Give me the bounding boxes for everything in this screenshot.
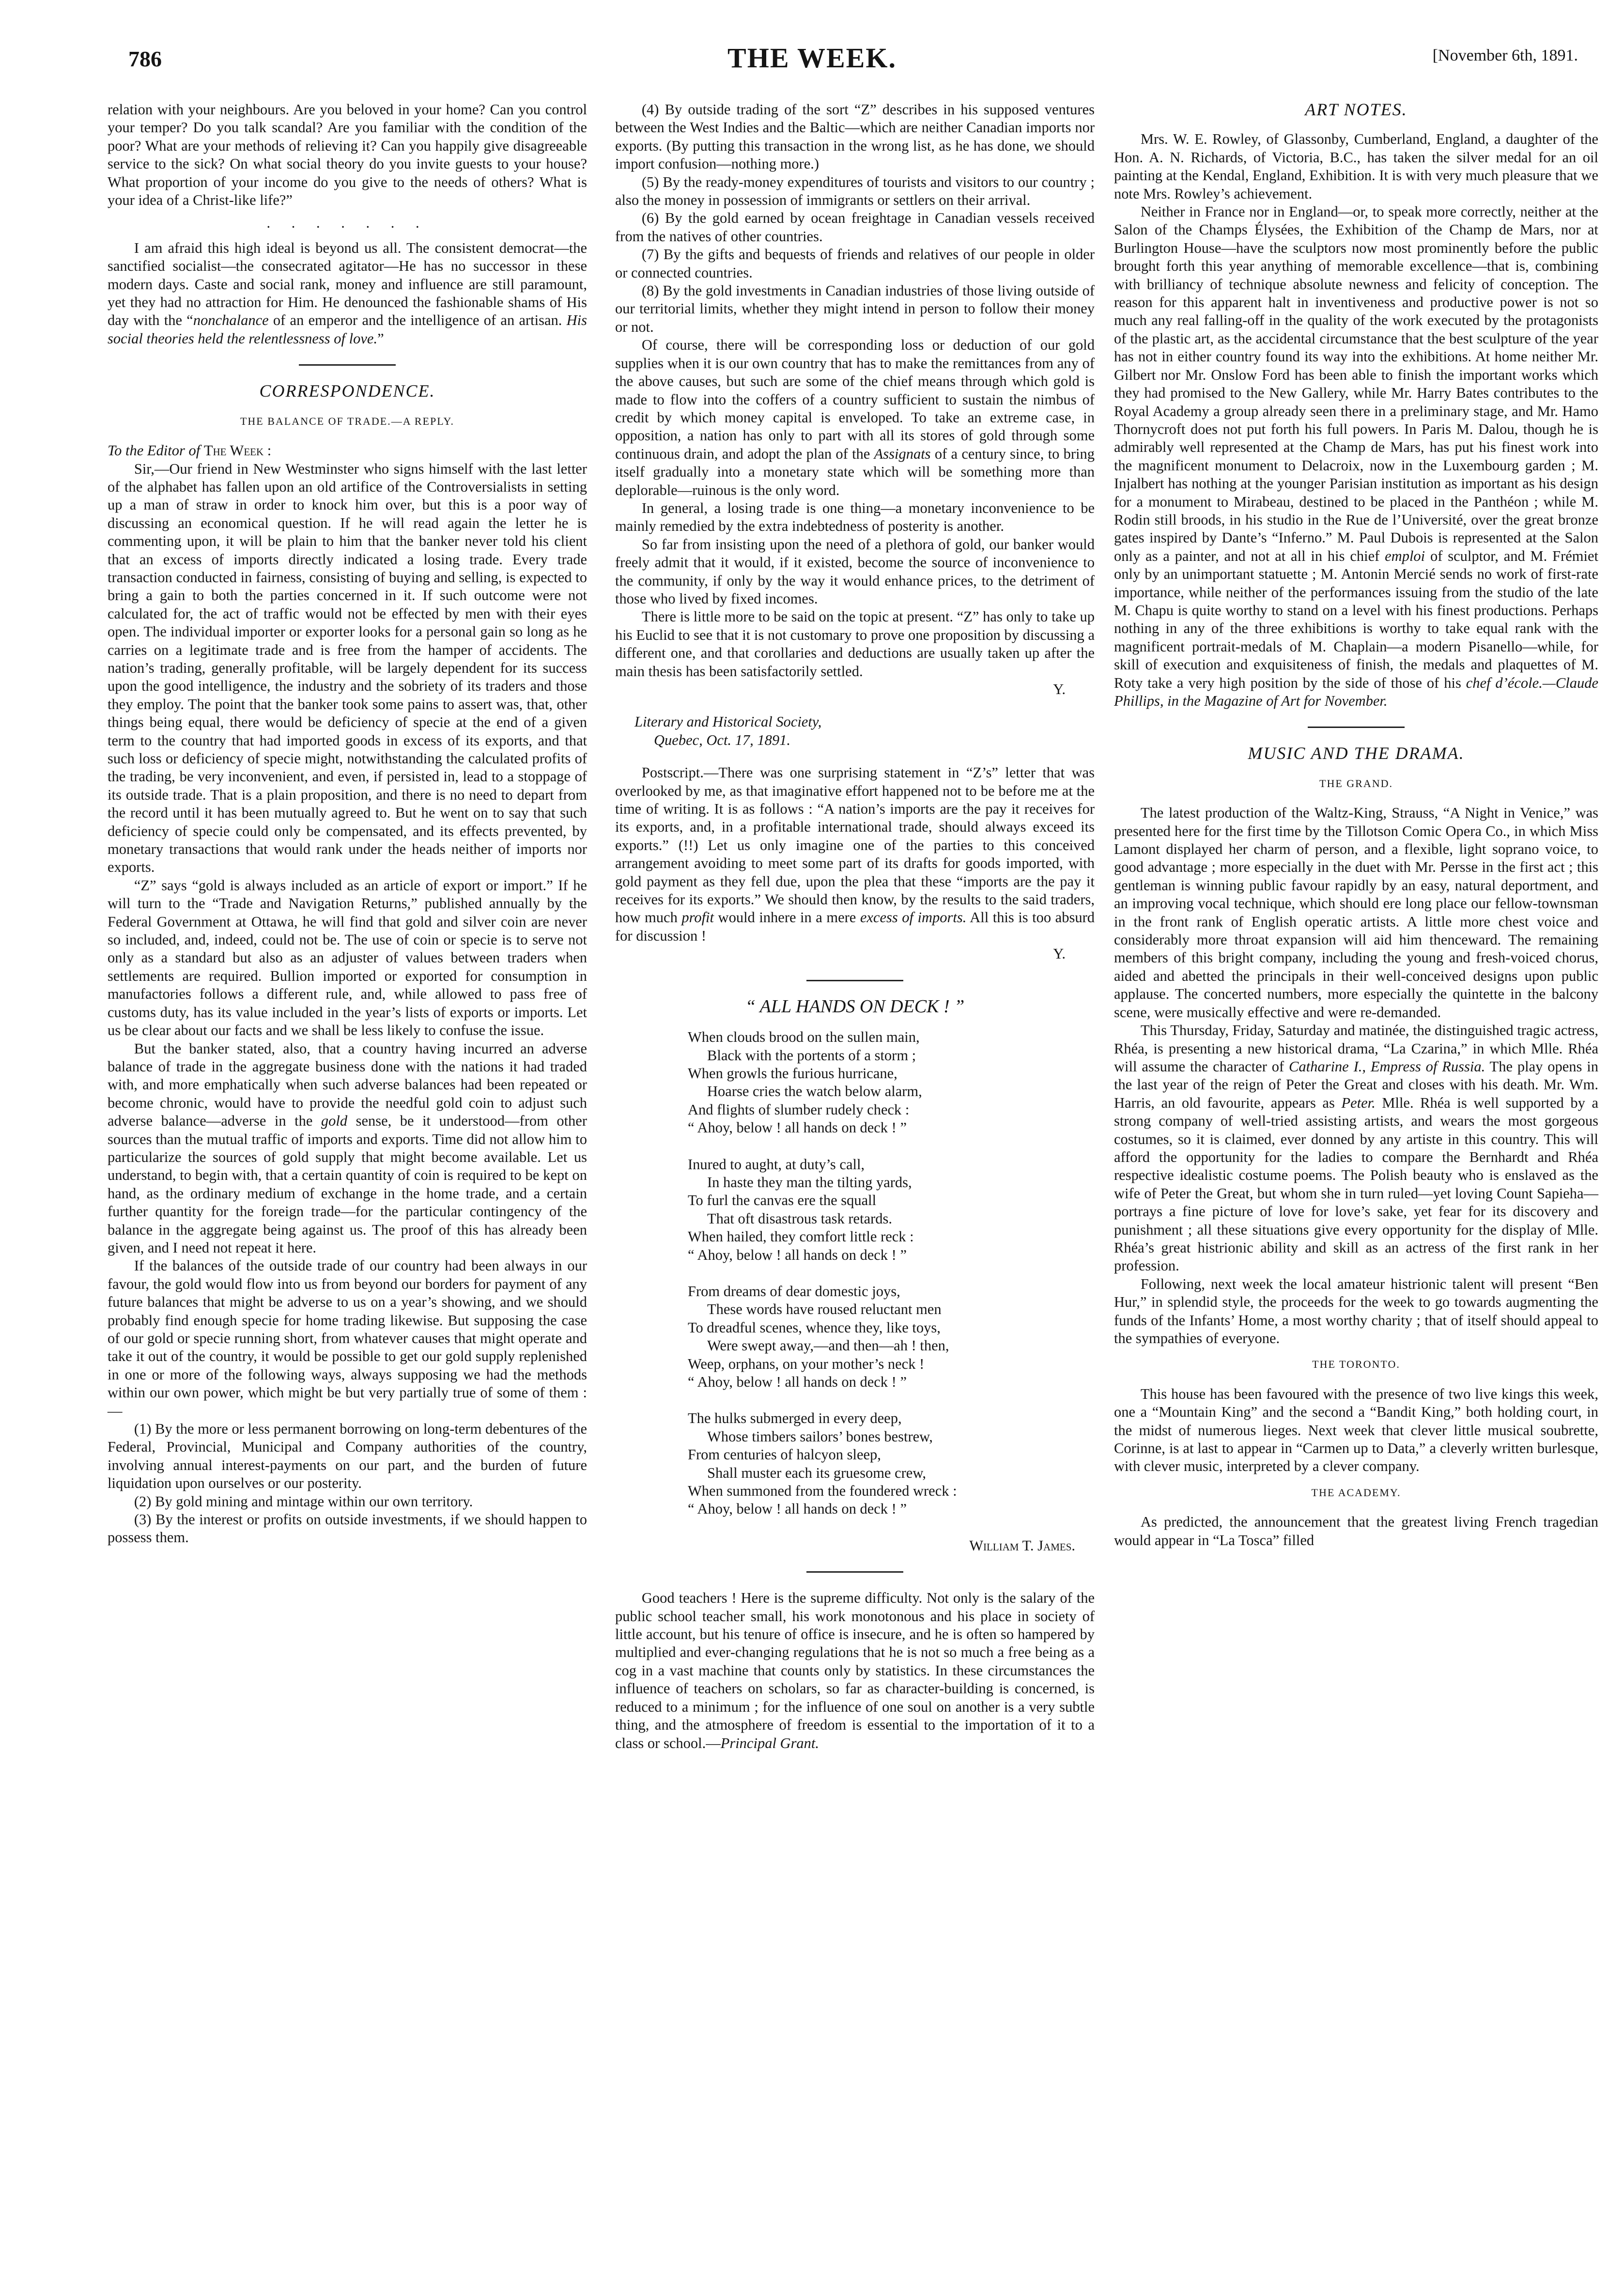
article-subheading: THE TORONTO. (1312, 1358, 1400, 1371)
paragraph: relation with your neighbours. Are you beloved in your home? Can you control your temper? Do you talk scandal? Are you familiar with the condition of the poor? What are your methods of relieving it? Can you happily give disagreeable service to the sick? On what social theory do you invite guests to your house? What proportion of your income do you give to the needs of others? What is your idea of a Christ-like life?” (108, 101, 587, 209)
poem-line: “ Ahoy, below ! all hands on deck ! ” (688, 1501, 907, 1517)
list-item: (1) By the more or less permanent borrowing on long-term debentures of the Federal, Provincial, Municipal and Company authorities of the country, involving annual interest-payments on our part, and the burden of future liquidation upon ourselves or our posterity. (108, 1421, 587, 1492)
poem-line: “ Ahoy, below ! all hands on deck ! ” (688, 1374, 907, 1390)
poem-line: Shall muster each its gruesome crew, (707, 1464, 926, 1481)
list-item: (8) By the gold investments in Canadian industries of those living outside of our territorial limits, whether they might intend in person to follow their money or not. (615, 282, 1095, 335)
paragraph: This Thursday, Friday, Saturday and matinée, the distinguished tragic actress, Rhéa, is presenting a new historical drama, “La Czarina,” in which Mlle. Rhéa will assume the character of Catharine I., Empress of Russia. The play opens in the last year of the reign of Peter the Great and closes with his death. Mr. Wm. Harris, an old favourite, appears as Peter. Mlle. Rhéa is well supported by a strong company of well-tried assisting artists, and wears the most gorgeous costumes, so it is claimed, ever donned by any artiste in this country. This will afford the opportunity for the ladies to compare the Bernhardt and Rhéa respective idealistic costume poems. The Polish beauty who is enslaved as the wife of Peter the Great, but whom she in turn ruled—yet loving Count Sapieha—portrays a fine picture of love for love’s sake, yet fear for its discovery and punishment ; all these situations give every opportunity for the display of Mlle. Rhéa’s great histrionic ability and skill as an actress of the first rank in her profession. (1114, 1022, 1598, 1274)
section-rule (806, 980, 903, 981)
section-heading: ART NOTES. (1305, 100, 1407, 119)
poem-line: Hoarse cries the watch below alarm, (707, 1083, 922, 1100)
list-item: (7) By the gifts and bequests of friends and relatives of our people in older or connected countries. (615, 246, 1095, 281)
paragraph: Good teachers ! Here is the supreme difficulty. Not only is the salary of the public school teacher small, his work monotonous and his place in society of little account, but his tenure of office is insecure, and he is often so hampered by multiplied and ever-changing regulations that he is not so much a free being as a cog in a vast machine that counts only by statistics. In these circumstances the influence of teachers on scholars, so far as character-building is concerned, is reduced to a minimum ; for the influence of one soul on another is a very subtle thing, and the atmosphere of freedom is essential to the importation of it to a class or school.—Principal Grant. (615, 1590, 1095, 1751)
paragraph: The latest production of the Waltz-King, Strauss, “A Night in Venice,” was presented here for the first time by the Tillotson Comic Opera Co., in which Miss Lamont displayed her charm of person, and a flexible, light soprano voice, to good advantage ; more especially in the duet with Mr. Persse in the first act ; this gentleman is winning public favour rapidly by an easy, natural deportment, and an improving vocal technique, which should ere long place our fellow-townsman in the front rank of English operatic artists. A little more chest voice and considerably more throat expansion will aid him thenceward. The remaining members of this bright company, including the young and fresh-voiced chorus, aided and abetted the principals in their well-conceived designs upon public applause. The concerted numbers, more especially the quintette in the balcony scene, were musically effective and were re-demanded. (1114, 805, 1598, 1021)
paragraph: If the balances of the outside trade of our country had been always in our favour, the gold would flow into us from beyond our borders for payment of any future balances that might be adverse to us on a year’s showing, and we should probably find enough specie for home trading likewise. But supposing the case of our gold or specie running short, from whatever causes that might operate and take it out of the country, it would be possible to get our gold supply replenished in one or more of the following ways, always supposing we had the methods within our own power, which might be but very partially true of some of them :— (108, 1257, 587, 1419)
poem-line: From centuries of halcyon sleep, (688, 1446, 881, 1463)
list-item: (3) By the interest or profits on outside investments, if we should happen to possess them. (108, 1511, 587, 1546)
section-heading: CORRESPONDENCE. (259, 381, 435, 401)
poem-line: When clouds brood on the sullen main, (688, 1029, 920, 1046)
section-rule (806, 1571, 903, 1573)
list-item: (4) By outside trading of the sort “Z” describes in his supposed ventures between the West Indies and the Baltic—which are neither Canadian imports nor exports. (By putting this transaction in the wrong list, as he has done, we should import confusion—nothing more.) (615, 101, 1095, 172)
poem-stanza (688, 1283, 1095, 1391)
poem-stanza (688, 1409, 1095, 1518)
poem-line: In haste they man the tilting yards, (707, 1174, 912, 1191)
paragraph: But the banker stated, also, that a country having incurred an adverse balance of trade in the aggregate business done with the nations it had traded with, and more emphatically when such adverse balances had been repeated or become chronic, would have to provide the needful gold coin to adjust such adverse balance—adverse in the gold sense, be it understood—from other sources than the mutual traffic of imports and exports. Time did not allow him to particularize the sources of gold supply that might become available. Let us understand, to begin with, that a certain quantity of coin is required to be kept on hand, as the ordinary medium of exchange in the home trade, and a certain further quantity for the foreign trade—for the particular contingency of the balance in the aggregate being against us. The proof of this has already been given, and I need not repeat it here. (108, 1040, 587, 1256)
poem-line: “ Ahoy, below ! all hands on deck ! ” (688, 1119, 907, 1136)
poem-author: William T. James. (969, 1537, 1075, 1554)
paragraph: “Z” says “gold is always included as an article of export or import.” If he will turn to the “Trade and Navigation Returns,” published annually by the Federal Government at Ottawa, he will find that gold and silver coin are never so included, and, indeed, could not be. The use of coin or specie is to serve not only as a standard but also as an adjuster of values between traders when settlements are required. Bullion imported or exported for consumption in manufactories follows a different rule, and, while allowed to pass free of customs duty, has its value included in the year’s lists of exports or imports. Let us be clear about our facts and we shall be less likely to confuse the issue. (108, 877, 587, 1039)
ellipsis-divider: . . . . . . . (266, 215, 428, 232)
signature-place: Quebec, Oct. 17, 1891. (654, 731, 791, 748)
paragraph: Following, next week the local amateur histrionic talent will present “Ben Hur,” in splendid style, the proceeds for the week to go towards augmenting the funds of the Infants’ Home, a most worthy charity ; that of itself should appeal to the sympathies of everyone. (1114, 1275, 1598, 1346)
paragraph: This house has been favoured with the presence of two live kings this week, one a “Mountain King” and the second a “Bandit King,” both holding court, in the midst of numerous lieges. Next week that clever little musical soubrette, Corinne, is at last to appear in “Carmen up to Data,” a cleverly written burlesque, with clever music, interpreted by a clever company. (1114, 1385, 1598, 1475)
issue-date: [November 6th, 1891. (1432, 46, 1578, 64)
list-item: (5) By the ready-money expenditures of tourists and visitors to our country ; also the money in possession of immigrants or settlers on their arrival. (615, 173, 1095, 209)
paragraph: As predicted, the announcement that the greatest living French tragedian would appear in “La Tosca” filled (1114, 1514, 1598, 1548)
list-item: (2) By gold mining and mintage within our own territory. (134, 1493, 473, 1510)
column-middle (615, 101, 1095, 1752)
postscript: Postscript.—There was one surprising statement in “Z’s” letter that was overlooked by me, as that imaginative effort happened not to be before me at the time of writing. It is as follows : “A nation’s imports are the pay it receives for its exports, and, in a profitable international trade, should always exceed its exports.” (!!) Let us only imagine one of the parties to this conceived arrangement avoiding to meet some part of its drafts for goods imported, with gold payment as they fell due, upon the plea that these “imports are the pay it receives for its exports.” We should then know, by the results to the said traders, how much profit would inhere in a mere excess of imports. All this is too absurd for discussion ! (615, 764, 1095, 944)
postscript-signature: Y. (1053, 945, 1066, 962)
signature-society: Literary and Historical Society, (634, 713, 822, 730)
paragraph: There is little more to be said on the topic at present. “Z” has only to take up his Euclid to see that it is not customary to prove one proposition by discussing a different one, and that corollaries and deductions are usually taken up after the main thesis has been satisfactorily settled. (615, 608, 1095, 680)
section-rule (299, 364, 396, 366)
poem (688, 1028, 1095, 1518)
paragraph: Sir,—Our friend in New Westminster who signs himself with the last letter of the alphabet has fallen upon an old artifice of the Controversialists in setting up a man of straw in order to knock him over, but this is a poor way of discussing an economical question. If he will read again the letter he is commenting upon, it will be plain to him that the banker never told his client that an excess of imports directly indicated a losing trade. Every trade transaction conducted in fairness, consisting of buying and selling, is expected to bring a gain to both the parties concerned in it. If such outcome were not calculated for, the act of traffic would not be effected by men with their eyes open. The individual importer or exporter looks for a personal gain so long as he carries on a legitimate trade and is free from the hamper of accidents. The nation’s trading, generally profitable, will be largely dependent for its success upon the good intelligence, the industry and the sobriety of its traders and those they employ. The point that the banker took some pains to assert was, that, other things being equal, there would be deficiency of specie at the end of a given term to the country that had imported goods in excess of its exports, and that such loss or deficiency of specie might, notwithstanding the calculated profits of the trading, be very inconvenient, and even, if persisted in, lead to a stoppage of its outside trade. That is a plain proposition, and there is no need to depart from the record until it has been mutually agreed to. But he went on to say that such deficiency of specie could only be compensated, and its effects prevented, by monetary transactions that would rank under the heads neither of imports nor exports. (108, 460, 587, 876)
poem-line: From dreams of dear domestic joys, (688, 1283, 900, 1300)
paragraph: So far from insisting upon the need of a plethora of gold, our banker would freely admit that it would, if it existed, become the source of inconvenience to the community, if only by the way it would enhance prices, to the detriment of those who lived by fixed incomes. (615, 536, 1095, 607)
column-left (108, 101, 587, 1547)
poem-line: Weep, orphans, on your mother’s neck ! (688, 1355, 925, 1372)
paragraph: In general, a losing trade is one thing—a monetary inconvenience to be mainly remedied by the extra indebtedness of posterity is another. (615, 499, 1095, 535)
poem-line: Whose timbers sailors’ bones bestrew, (707, 1428, 933, 1445)
poem-line: When hailed, they comfort little reck : (688, 1228, 914, 1245)
poem-line: These words have roused reluctant men (707, 1301, 942, 1318)
poem-line: And flights of slumber rudely check : (688, 1101, 910, 1118)
salutation: To the Editor of The Week : (108, 442, 272, 459)
column-right (1114, 101, 1598, 1549)
poem-line: To furl the canvas ere the squall (688, 1192, 877, 1209)
poem-line: When summoned from the foundered wreck : (688, 1483, 957, 1500)
poem-line: That oft disastrous task retards. (707, 1210, 893, 1227)
list-item: (6) By the gold earned by ocean freightage in Canadian vessels received from the natives of other countries. (615, 210, 1095, 245)
paragraph: I am afraid this high ideal is beyond us all. The consistent democrat—the sanctified socialist—the consecrated agitator—He has no successor in these modern days. Caste and social rank, money and influence are still paramount, yet they had no attraction for Him. He denounced the fashionable shams of His day with the “nonchalance of an emperor and the intelligence of an artisan. His social theories held the relentlessness of love.” (108, 239, 587, 347)
section-rule (1308, 727, 1405, 728)
poem-line: The hulks submerged in every deep, (688, 1410, 902, 1427)
poem-line: Black with the portents of a storm ; (707, 1047, 916, 1064)
section-heading: MUSIC AND THE DRAMA. (1248, 743, 1465, 763)
poem-line: “ Ahoy, below ! all hands on deck ! ” (688, 1246, 907, 1263)
paragraph: Mrs. W. E. Rowley, of Glassonby, Cumberland, England, a daughter of the Hon. A. N. Richards, of Victoria, B.C., has taken the silver medal for an oil painting at the Kendal, England, Exhibition. It is with very much pleasure that we note Mrs. Rowley’s achievement. (1114, 131, 1598, 202)
poem-line: When growls the furious hurricane, (688, 1065, 897, 1082)
article-subheading: THE BALANCE OF TRADE.—A REPLY. (240, 415, 454, 427)
letter-signature: Y. (1053, 681, 1066, 697)
page-number: 786 (128, 46, 162, 71)
paragraph: Neither in France nor in England—or, to speak more correctly, neither at the Salon of the Champs Élysées, the Exhibition of the Champ de Mars, nor at Burlington House—have the sculptors now most prominently before the public brought forth this year anything of memorable excellence—that is, combining with brilliancy of technique absolute newness and felicity of conception. The reason for this apparent halt in inventiveness and productive power is not so much any real falling-off in the quality of the work executed by the protagonists of the plastic art, as the accidental circumstance that the best sculpture of the year has not in either country found its way into the exhibitions. At home neither Mr. Gilbert nor Mr. Onslow Ford has been able to finish the important works which they had promised to the New Gallery, while Mr. Harry Bates contributes to the Royal Academy a group already seen there in a preliminary stage, and Mr. Hamo Thornycroft does not put forth his full powers. In Paris M. Dalou, though he is admirably well represented at the Champ de Mars, has put his finest work into the magnificent monument to Delacroix, now in the Luxembourg garden ; M. Injalbert has nothing at the younger Parisian institution as important as his design for a monument to Mirabeau, destined to be placed in the Panthéon ; while M. Rodin still broods, in his studio in the Rue de l’Université, over the great bronze gates inspired by Dante’s “Inferno.” M. Paul Dubois is represented at the Salon only as a painter, and not at all in his chief emploi of sculptor, and M. Frémiet only by an unimportant statuette ; M. Antonin Mercié sends no work of first-rate importance, while neither of the performances issuing from the studio of the late M. Chapu is quite worthy to stand on a level with his finest productions. Perhaps nothing in any of the three exhibitions is worthy to take equal rank with the magnificent portrait-medals of M. Chaplain—a modern Pisanello—while, for skill of execution and exquisiteness of finish, the medals and plaquettes of M. Roty take a very high position by the side of those of his chef d’école.—Claude Phillips, in the Magazine of Art for November. (1114, 203, 1599, 709)
poem-line: Were swept away,—and then—ah ! then, (707, 1337, 949, 1354)
poem-title: “ ALL HANDS ON DECK ! ” (745, 996, 965, 1017)
poem-stanza (688, 1156, 1095, 1264)
article-subheading: THE GRAND. (1319, 777, 1393, 789)
masthead-title: THE WEEK. (727, 42, 897, 74)
paragraph: Of course, there will be corresponding loss or deduction of our gold supplies when it is our own country that has to make the remittances from any of the above causes, but such are some of the chief means through which gold is made to flow into the coffers of a country sufficient to sustain the nimbus of credit by which money capital is enveloped. To take an extreme case, in opposition, a nation has only to part with all its stores of gold through some continuous drain, and adopt the plan of the Assignats of a century since, to bring itself gradually into a monetary state which will be something more than deplorable—ruinous is the only word. (615, 337, 1095, 498)
poem-line: Inured to aught, at duty’s call, (688, 1156, 865, 1173)
article-subheading: THE ACADEMY. (1311, 1486, 1401, 1499)
poem-line: To dreadful scenes, whence they, like toys, (688, 1319, 941, 1336)
poem-stanza (688, 1028, 1095, 1137)
